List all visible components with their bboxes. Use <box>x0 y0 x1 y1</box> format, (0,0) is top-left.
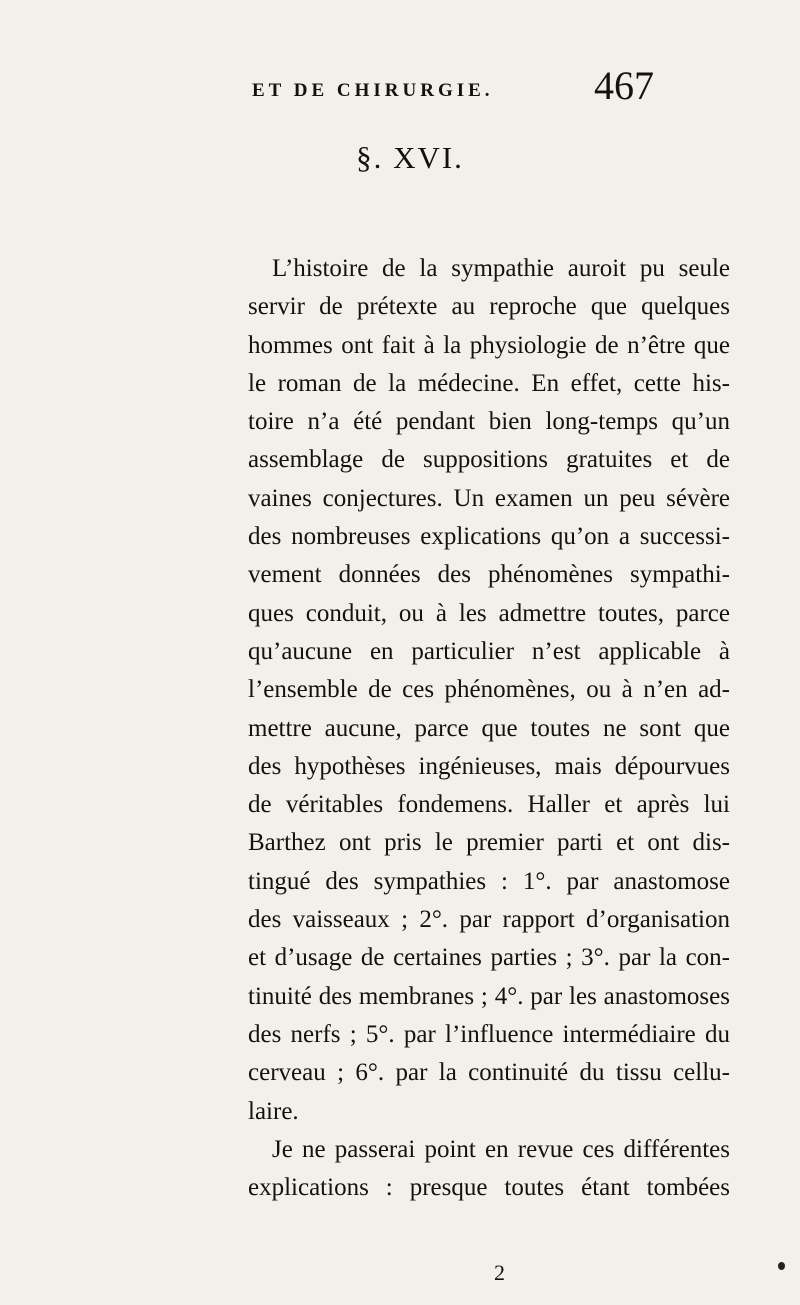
text-line: des nombreuses explications qu’on a successi- <box>248 523 730 551</box>
ink-spot <box>778 1262 785 1270</box>
text-line: toire n’a été pendant bien long-temps qu’un <box>248 408 730 436</box>
text-line: ques conduit, ou à les admettre toutes, parce <box>248 599 730 627</box>
text-line: cerveau ; 6°. par la continuité du tissu cellu- <box>248 1059 730 1087</box>
text-line: assemblage de suppositions gratuites et de <box>248 446 730 474</box>
text-line: l’ensemble de ces phénomènes, ou à n’en ad- <box>248 676 730 704</box>
text-line: servir de prétexte au reproche que quelques <box>248 293 730 321</box>
text-line: laire. <box>248 1097 299 1125</box>
text-line: de véritables fondemens. Haller et après lui <box>248 791 730 819</box>
body-text <box>248 250 730 1207</box>
text-line: des nerfs ; 5°. par l’influence intermédiaire du <box>248 1020 730 1048</box>
running-title: ET DE CHIRURGIE. <box>252 80 494 101</box>
text-line: des vaisseaux ; 2°. par rapport d’organisation <box>248 906 730 934</box>
text-line: Je ne passerai point en revue ces différentes <box>272 1135 730 1163</box>
text-line: des hypothèses ingénieuses, mais dépourvues <box>248 752 730 780</box>
text-line: vaines conjectures. Un examen un peu sévère <box>248 484 730 512</box>
text-line: L’histoire de la sympathie auroit pu seule <box>272 255 730 282</box>
text-line: qu’aucune en particulier n’est applicable à <box>248 637 730 665</box>
signature-mark: 2 <box>494 1260 505 1285</box>
text-line: et d’usage de certaines parties ; 3°. par la con- <box>248 944 730 972</box>
text-line: tinuité des membranes ; 4°. par les anastomoses <box>248 982 730 1010</box>
text-line: vement données des phénomènes sympathi- <box>248 561 730 589</box>
page-number: 467 <box>594 63 654 108</box>
text-line: Barthez ont pris le premier parti et ont dis- <box>248 829 730 857</box>
running-head <box>0 60 800 120</box>
text-line: tingué des sympathies : 1°. par anastomose <box>248 867 730 895</box>
section-heading: §. XVI. <box>356 140 464 175</box>
text-line: hommes ont fait à la physiologie de n’être que <box>248 331 730 359</box>
text-line: le roman de la médecine. En effet, cette his- <box>248 369 730 397</box>
text-line: mettre aucune, parce que toutes ne sont que <box>248 714 730 742</box>
text-line: explications : presque toutes étant tombées <box>248 1174 730 1202</box>
